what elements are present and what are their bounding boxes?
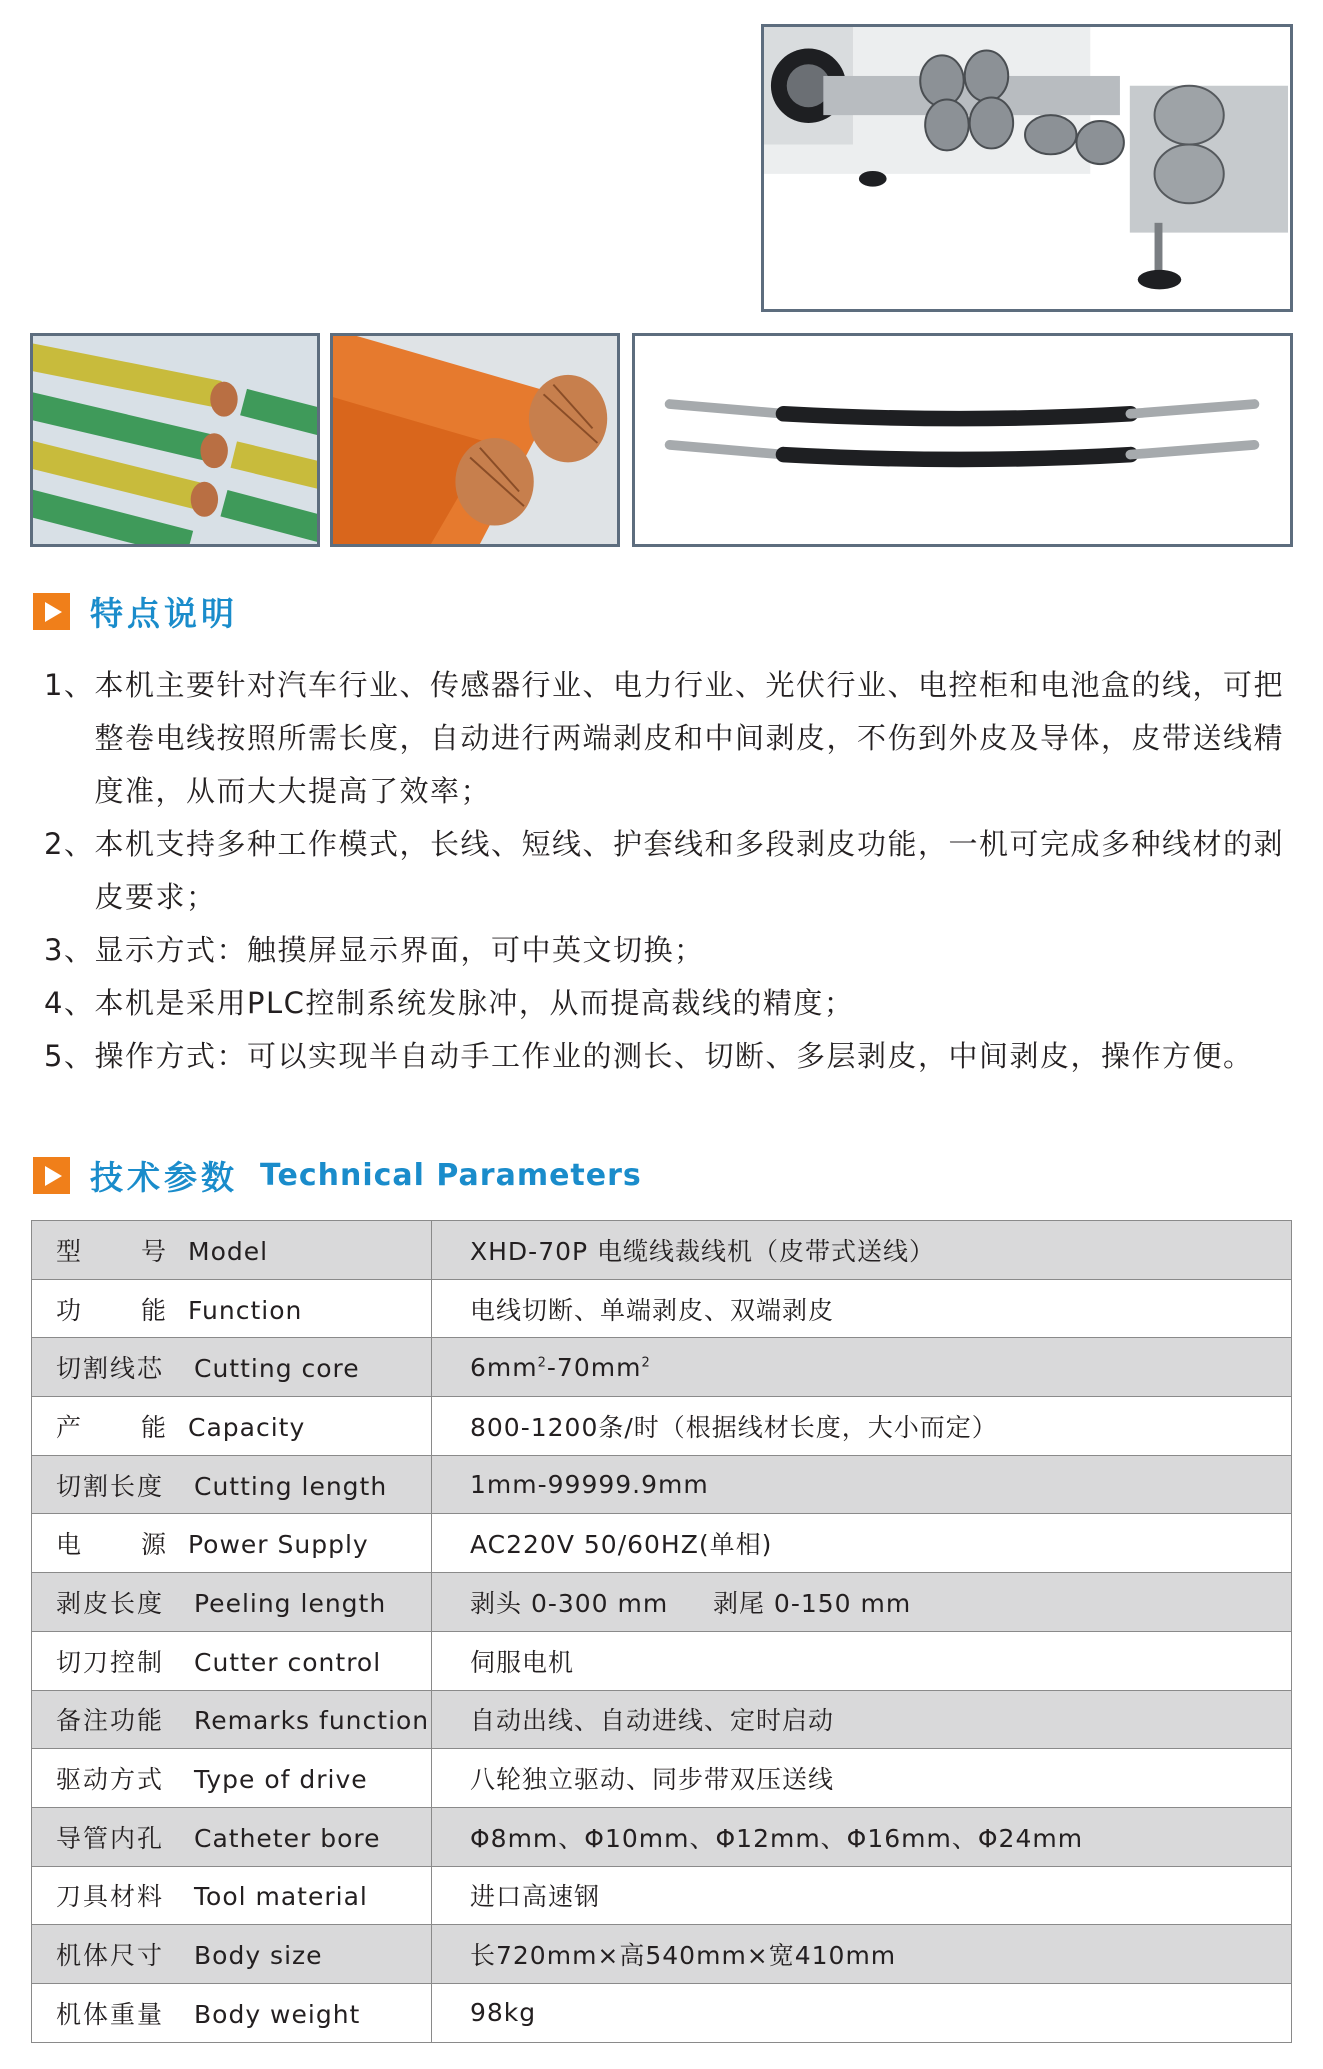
table-row [32,1690,1292,1749]
param-label-en: Model [188,1236,269,1266]
table-row [32,1925,1292,1984]
param-label-en: Remarks function [194,1706,430,1736]
features-header [33,591,238,631]
param-value: 八轮独立驱动、同步带双压送线 [432,1749,1292,1808]
param-value: 电线切断、单端剥皮、双端剥皮 [432,1279,1292,1338]
param-value: 自动出线、自动进线、定时启动 [432,1690,1292,1749]
feature-item: 3、 显示方式：触摸屏显示界面，可中英文切换； [44,933,705,967]
table-row [32,1573,1292,1632]
params-header [33,1155,642,1195]
param-label-zh: 电源 [56,1530,168,1560]
param-value: 进口高速钢 [432,1866,1292,1925]
param-value: 1mm-99999.9mm [432,1455,1292,1514]
param-label-zh: 驱动方式 [56,1765,165,1795]
feature-item: 5、 操作方式：可以实现半自动手工作业的测长、切断、多层剥皮，中间剥皮，操作方便。 [44,1039,1254,1073]
table-row [32,1279,1292,1338]
param-value: 长720mm×高540mm×宽410mm [432,1925,1292,1984]
param-label-en: Cutter control [194,1647,382,1677]
table-row [32,1866,1292,1925]
table-row [32,1338,1292,1397]
param-label-zh: 型号 [56,1236,168,1266]
play-arrow-icon [33,593,70,630]
feature-item: 2、 本机支持多种工作模式，长线、短线、护套线和多段剥皮功能，一机可完成多种线材的剥皮要求； [44,827,1284,914]
param-label-en: Capacity [188,1412,306,1442]
param-label-en: Body size [194,1941,323,1971]
table-row [32,1807,1292,1866]
param-label-zh: 切刀控制 [56,1647,165,1677]
param-value: $6mm^2-70mm^2$ [432,1338,1292,1397]
stripped-cable-photo [632,333,1293,547]
yellow-green-wire-photo [30,333,320,547]
table-row [32,1749,1292,1808]
features-list [44,659,1284,1083]
param-value: AC220V 50/60HZ(单相) [432,1514,1292,1573]
param-value: 伺服电机 [432,1631,1292,1690]
param-label-zh: 切割长度 [56,1471,165,1501]
param-label-zh: 备注功能 [56,1706,165,1736]
param-label-en: Function [188,1295,303,1325]
param-label-zh: 产能 [56,1412,168,1442]
params-title-zh: 技术参数 [90,1157,238,1197]
param-label-zh: 功能 [56,1295,168,1325]
param-value: 98kg [432,1983,1292,2042]
machine-roller-photo [761,24,1293,312]
orange-cable-photo [330,333,620,547]
params-title-en: Technical Parameters [260,1157,642,1193]
param-label-en: Power Supply [188,1530,369,1560]
param-label-en: Peeling length [194,1588,387,1618]
param-value: XHD-70P 电缆线裁线机（皮带式送线） [432,1221,1292,1280]
param-label-en: Tool material [194,1882,368,1912]
param-label-en: Cutting length [194,1471,388,1501]
param-label-zh: 切割线芯 [56,1354,165,1384]
param-label-zh: 刀具材料 [56,1882,165,1912]
param-label-zh: 机体尺寸 [56,1941,165,1971]
table-row [32,1455,1292,1514]
param-value: 800-1200条/时（根据线材长度，大小而定） [432,1397,1292,1456]
param-label-en: Catheter bore [194,1823,381,1853]
param-label-zh: 导管内孔 [56,1823,165,1853]
table-row [32,1631,1292,1690]
param-label-zh: 剥皮长度 [56,1588,165,1618]
table-row [32,1514,1292,1573]
params-table [31,1220,1292,2043]
table-row [32,1983,1292,2042]
table-row [32,1397,1292,1456]
param-label-en: Cutting core [194,1354,360,1384]
play-arrow-icon [33,1157,70,1194]
table-row [32,1221,1292,1280]
feature-item: 4、 本机是采用PLC控制系统发脉冲，从而提高裁线的精度； [44,986,855,1020]
param-label-zh: 机体重量 [56,1999,165,2029]
features-title: 特点说明 [90,593,238,633]
param-label-en: Type of drive [194,1765,368,1795]
param-value: 剥头 0-300 mm 剥尾 0-150 mm [432,1573,1292,1632]
param-label-en: Body weight [194,1999,361,2029]
feature-item: 1、 本机主要针对汽车行业、传感器行业、电力行业、光伏行业、电控柜和电池盒的线，可把整卷电线按照所需长度，自动进行两端剥皮和中间剥皮，不伤到外皮及导体，皮带送线精度准，从而大大提高了效率； [44,668,1284,808]
param-value: Φ8mm、Φ10mm、Φ12mm、Φ16mm、Φ24mm [432,1807,1292,1866]
